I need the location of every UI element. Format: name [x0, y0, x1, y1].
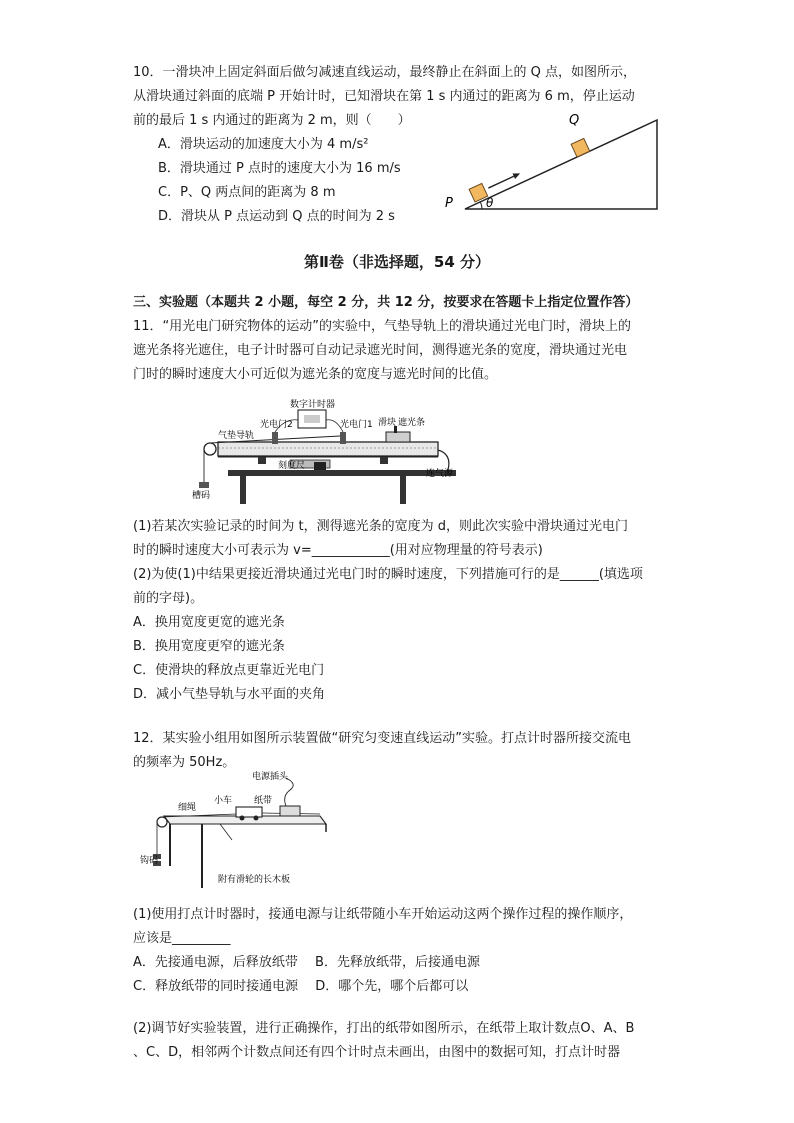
q10-stem-line-1: 10．一滑块冲上固定斜面后做匀减速直线运动，最终静止在斜面上的 Q 点，如图所示，: [133, 65, 637, 80]
label-ruler: 刻度尺: [278, 461, 306, 471]
section-3-heading: 三、实验题（本题共 2 小题，每空 2 分，共 12 分，按要求在答题卡上指定位置作答）: [133, 295, 639, 310]
label-cart: 小车: [214, 796, 233, 806]
label-air-source: 连气源: [426, 469, 454, 479]
q11-part1-line-2: 时的瞬时速度大小可表示为 v=____________(用对应物理量的符号表示): [133, 543, 543, 558]
incline-figure: [435, 112, 665, 217]
q12-part1-line-1: (1)使用打点计时器时，接通电源与让纸带随小车开始运动这两个操作过程的操作顺序，: [133, 907, 633, 922]
label-gate1: 光电门1: [340, 420, 373, 430]
q11-option-a: A．换用宽度更宽的遮光条: [133, 615, 285, 630]
q11-stem-line-1: 11．“用光电门研究物体的运动”的实验中，气垫导轨上的滑块通过光电门时，滑块上的: [133, 319, 632, 334]
q11-option-c: C．使滑块的释放点更靠近光电门: [133, 663, 325, 678]
q11-part1-line-1: (1)若某次实验记录的时间为 t，测得遮光条的宽度为 d，则此次实验中滑块通过光电门: [133, 519, 629, 534]
q11-option-d: D．减小气垫导轨与水平面的夹角: [133, 687, 326, 702]
q12-part1-line-2: 应该是_________: [133, 931, 231, 946]
section-2-title: 第Ⅱ卷（非选择题，54 分）: [304, 253, 490, 271]
q12-options-row-2: C．释放纸带的同时接通电源 D．哪个先，哪个后都可以: [133, 979, 469, 994]
air-track-figure: [190, 396, 460, 504]
label-p: P: [445, 196, 453, 211]
label-board: 附有滑轮的长木板: [218, 875, 291, 885]
q10-option-c: C．P、Q 两点间的距离为 8 m: [158, 185, 336, 200]
cart-figure: [140, 770, 340, 890]
label-plug: 电源插头: [252, 772, 289, 782]
q11-stem-line-3: 门时的瞬时速度大小可近似为遮光条的宽度与遮光时间的比值。: [133, 367, 498, 382]
q11-part2-line-2: 前的字母)。: [133, 591, 204, 606]
label-tape: 纸带: [254, 796, 273, 806]
label-track: 气垫导轨: [218, 431, 255, 441]
q12-options-row-1: A．先接通电源，后释放纸带 B．先释放纸带，后接通电源: [133, 955, 480, 970]
label-theta: θ: [486, 196, 494, 210]
label-hook-weight: 钩码: [140, 856, 159, 866]
label-rope: 细绳: [178, 803, 197, 813]
q12-part2-line-1: (2)调节好实验装置，进行正确操作，打出的纸带如图所示，在纸带上取计数点O、A、B: [133, 1021, 635, 1036]
q12-stem-line-2: 的频率为 50Hz。: [133, 755, 236, 770]
q10-stem-line-2: 从滑块通过斜面的底端 P 开始计时，已知滑块在第 1 s 内通过的距离为 6 m，停止运动: [133, 89, 635, 104]
q10-option-b: B．滑块通过 P 点时的速度大小为 16 m/s: [158, 161, 401, 176]
q12-part2-line-2: 、C、D，相邻两个计数点间还有四个计时点未画出，由图中的数据可知，打点计时器: [133, 1045, 621, 1060]
q10-option-a: A．滑块运动的加速度大小为 4 m/s²: [158, 137, 369, 152]
q10-stem-line-3: 前的最后 1 s 内通过的距离为 2 m，则（ ）: [133, 113, 411, 128]
label-slider: 滑块: [378, 418, 397, 428]
label-gate2: 光电门2: [260, 420, 293, 430]
label-timer: 数字计时器: [290, 400, 336, 410]
label-strip: 遮光条: [398, 418, 426, 428]
q12-stem-line-1: 12．某实验小组用如图所示装置做“研究匀变速直线运动”实验。打点计时器所接交流电: [133, 731, 632, 746]
block-q: [571, 138, 590, 157]
q11-part2-line-1: (2)为使(1)中结果更接近滑块通过光电门时的瞬时速度，下列措施可行的是______(填选项: [133, 567, 643, 582]
label-q: Q: [569, 113, 580, 128]
label-weight: 槽码: [192, 491, 211, 501]
q11-stem-line-2: 遮光条将光遮住，电子计时器可自动记录遮光时间，测得遮光条的宽度，滑块通过光电: [133, 343, 628, 358]
q11-option-b: B．换用宽度更窄的遮光条: [133, 639, 285, 654]
q10-option-d: D．滑块从 P 点运动到 Q 点的时间为 2 s: [158, 209, 395, 224]
